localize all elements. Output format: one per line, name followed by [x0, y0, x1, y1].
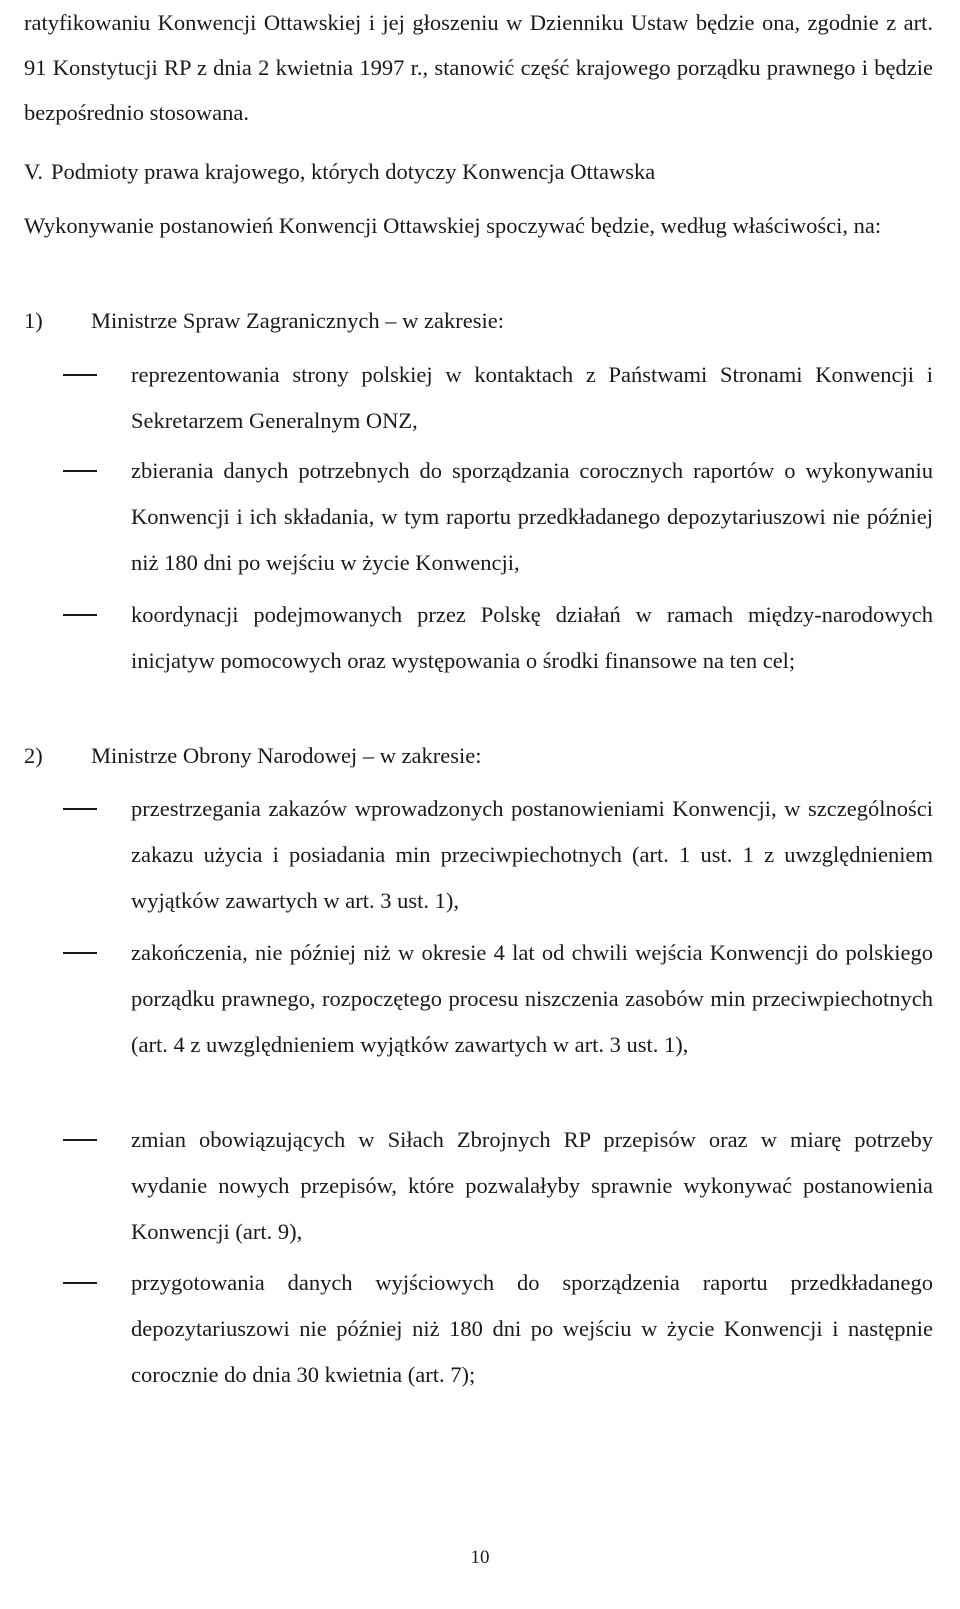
- dash-bullet: [63, 952, 97, 954]
- list-item-2-sub-2: zakończenia, nie później niż w okresie 4 lat od chwili wejścia Konwencji do polskiego porządku prawnego, rozpoczętego procesu niszczenia zasobów min przeciwpiechotnych (art. 4 z uwzględnieniem wyjątków zawartych w art. 3 ust. 1),: [131, 940, 933, 1057]
- list-item-2-label: [24, 733, 482, 778]
- dash-bullet: [63, 808, 97, 810]
- section-heading: [24, 149, 933, 194]
- list-item-1-sub-2: zbierania danych potrzebnych do sporządzania corocznych raportów o wykonywaniu Konwencji i ich składania, w tym raportu przedkładanego depozytariuszowi nie później niż 180 dni po wejściu w życie Konwencji,: [131, 458, 933, 575]
- list-item-2-number: 2): [24, 743, 43, 768]
- dash-bullet: [63, 1139, 97, 1141]
- list-item-1-sub-1: reprezentowania strony polskiej w kontaktach z Państwami Stronami Konwencji i Sekretarzem Generalnym ONZ,: [131, 362, 933, 433]
- section-lead-paragraph: Wykonywanie postanowień Konwencji Ottawskiej spoczywać będzie, według właściwości, na:: [24, 213, 882, 238]
- section-number: V.: [24, 159, 43, 184]
- list-item-1-title: Ministrze Spraw Zagranicznych – w zakresie:: [91, 308, 504, 333]
- dash-bullet: [63, 1282, 97, 1284]
- intro-paragraph: ratyfikowaniu Konwencji Ottawskiej i jej głoszeniu w Dzienniku Ustaw będzie ona, zgodnie z art. 91 Konstytucji RP z dnia 2 kwietnia 1997 r., stanowić część krajowego porządku prawnego i będzie bezpośrednio stosowana.: [24, 10, 933, 125]
- list-item-1-number: 1): [24, 308, 43, 333]
- dash-bullet: [63, 614, 97, 616]
- list-item-2-title: Ministrze Obrony Narodowej – w zakresie:: [91, 743, 482, 768]
- section-title: Podmioty prawa krajowego, których dotyczy Konwencja Ottawska: [51, 159, 656, 184]
- list-item-2-sub-1: przestrzegania zakazów wprowadzonych postanowieniami Konwencji, w szczególności zakazu użycia i posiadania min przeciwpiechotnych (art. 1 ust. 1 z uwzględnieniem wyjątków zawartych w art. 3 ust. 1),: [131, 796, 933, 913]
- page-number: 10: [470, 1547, 490, 1568]
- list-item-1-label: [24, 298, 504, 343]
- list-item-2-sub-3: zmian obowiązujących w Siłach Zbrojnych RP przepisów oraz w miarę potrzeby wydanie nowych przepisów, które pozwalałyby sprawnie wykonywać postanowienia Konwencji (art. 9),: [131, 1127, 933, 1244]
- list-item-1-sub-3: koordynacji podejmowanych przez Polskę działań w ramach między-narodowych inicjatyw pomocowych oraz występowania o środki finansowe na ten cel;: [131, 602, 933, 673]
- dash-bullet: [63, 374, 97, 376]
- list-item-2-sub-4: przygotowania danych wyjściowych do sporządzenia raportu przedkładanego depozytariuszowi nie później niż 180 dni po wejściu w życie Konwencji i następnie corocznie do dnia 30 kwietnia (art. 7);: [131, 1270, 933, 1387]
- dash-bullet: [63, 470, 97, 472]
